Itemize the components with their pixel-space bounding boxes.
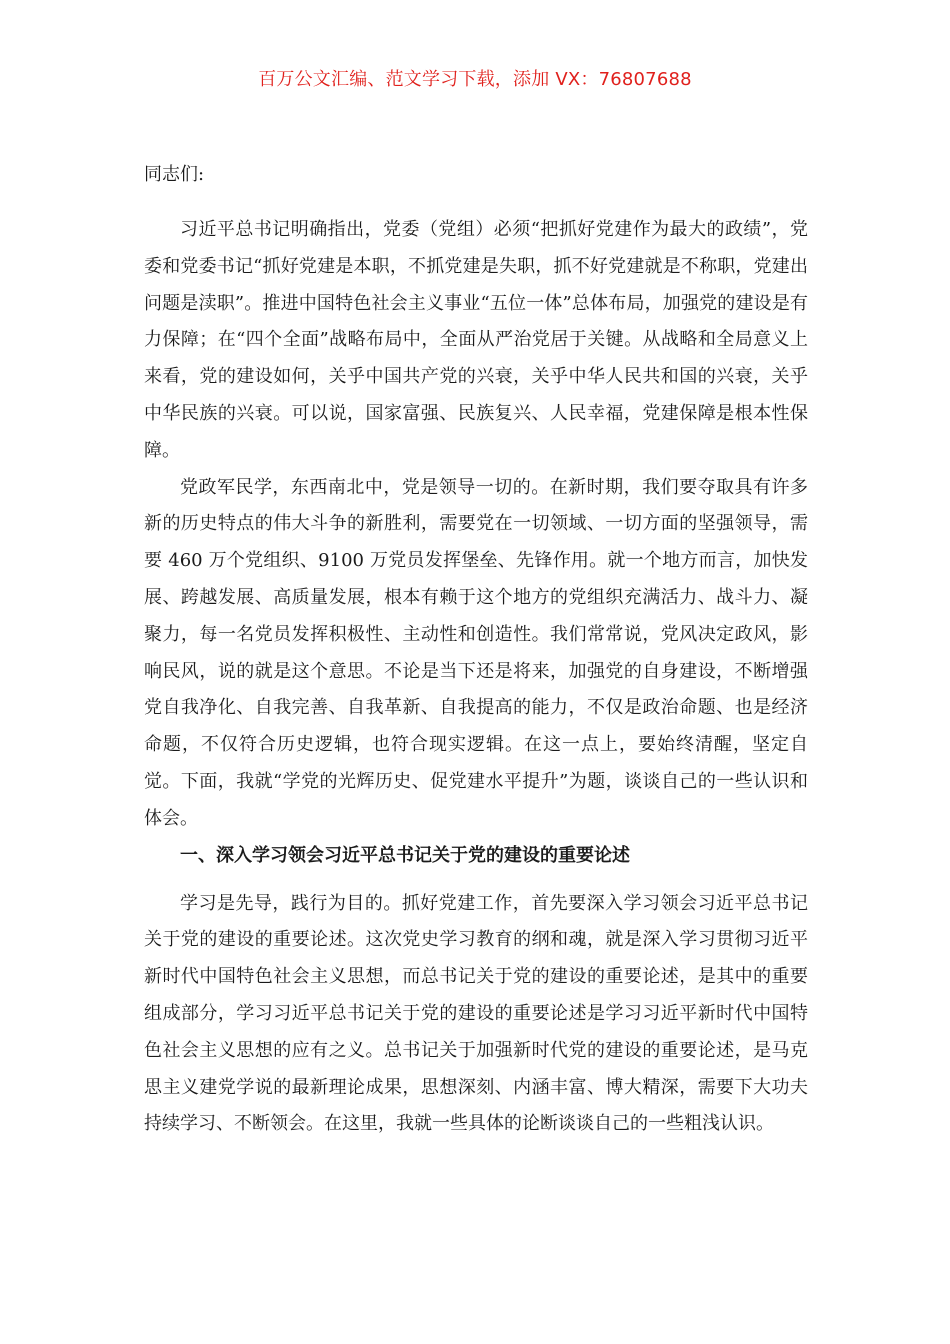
- section-1-paragraph: 学习是先导，践行为目的。抓好党建工作，首先要深入学习领会习近平总书记关于党的建设的重要论述。这次党史学习教育的纲和魂，就是深入学习贯彻习近平新时代中国特色社会主义思想，而总书记关于党的建设的重要论述，是其中的重要组成部分，学习习近平总书记关于党的建设的重要论述是学习习近平新时代中国特色社会主义思想的应有之义。总书记关于加强新时代党的建设的重要论述，是马克思主义建党学说的最新理论成果，思想深刻、内涵丰富、博大精深，需要下大功夫持续学习、不断领会。在这里，我就一些具体的论断谈谈自己的一些粗浅认识。: [144, 892, 808, 1135]
- section-heading-1: 一、深入学习领会习近平总书记关于党的建设的重要论述: [180, 844, 630, 866]
- paragraph-1: 习近平总书记明确指出，党委（党组）必须“把抓好党建作为最大的政绩”，党委和党委书记“抓好党建是本职，不抓党建是失职，抓不好党建就是不称职，党建出问题是渎职”。推进中国特色社会主义事业“五位一体”总体布局，加强党的建设是有力保障；在“四个全面”战略布局中，全面从严治党居于关键。从战略和全局意义上来看，党的建设如何，关乎中国共产党的兴衰，关乎中华人民共和国的兴衰，关乎中华民族的兴衰。可以说，国家富强、民族复兴、人民幸福，党建保障是根本性保障。: [144, 219, 808, 461]
- salutation: 同志们:: [144, 164, 205, 185]
- document-body: [144, 160, 808, 1143]
- paragraph-2: 党政军民学，东西南北中，党是领导一切的。在新时期，我们要夺取具有许多新的历史特点的伟大斗争的新胜利，需要党在一切领域、一切方面的坚强领导，需要 460 万个党组织、9100 万党员发挥堡垒、先锋作用。就一个地方而言，加快发展、跨越发展、高质量发展，根本有赖于这个地方的党组织充满活力、战斗力、凝聚力，每一名党员发挥积极性、主动性和创造性。我们常常说，党风决定政风，影响民风，说的就是这个意思。不论是当下还是将来，加强党的自身建设，不断增强党自我净化、自我完善、自我革新、自我提高的能力，不仅是政治命题、也是经济命题，不仅符合历史逻辑，也符合现实逻辑。在这一点上，要始终清醒，坚定自觉。下面，我就“学党的光辉历史、促党建水平提升”为题，谈谈自己的一些认识和体会。: [144, 476, 808, 829]
- header-banner: 百万公文汇编、范文学习下载，添加 VX：76807688: [258, 69, 692, 90]
